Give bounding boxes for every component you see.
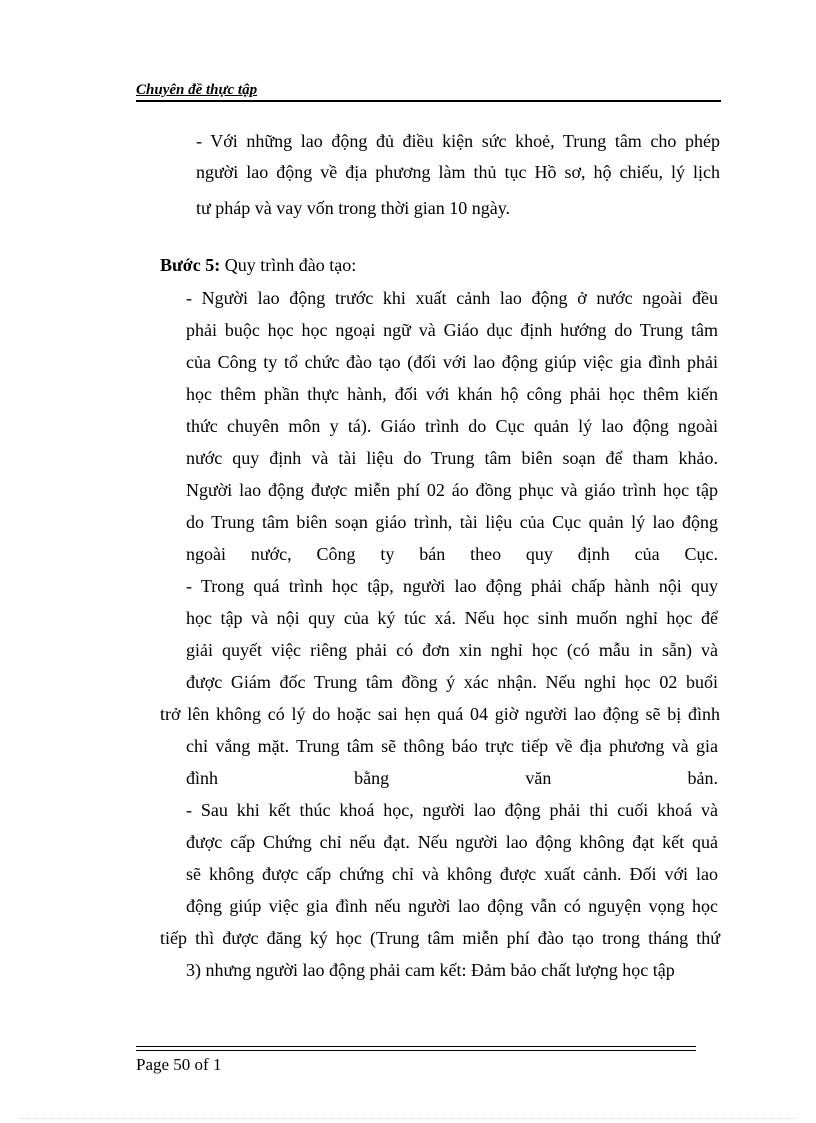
text-line: thức chuyên môn y tá). Giáo trình do Cục quản lý lao động ngoài <box>186 416 718 436</box>
page-edge-dotted-line <box>20 1118 796 1119</box>
footer-rule-bottom <box>136 1050 696 1051</box>
text-line: tiếp thì được đăng ký học (Trung tâm miễn phí đào tạo trong tháng thứ <box>160 928 720 948</box>
text-line: do Trung tâm biên soạn giáo trình, tài liệu của Cục quản lý lao động <box>186 512 718 532</box>
page-number: Page 50 of 1 <box>136 1055 222 1074</box>
text-line: được Giám đốc Trung tâm đồng ý xác nhận. Nếu nghỉ học 02 buổi <box>186 672 718 692</box>
text-line: được cấp Chứng chỉ nếu đạt. Nếu người lao động không đạt kết quả <box>186 832 718 852</box>
footer-rule-top <box>136 1046 696 1047</box>
text-line: người lao động về địa phương làm thủ tục Hồ sơ, hộ chiếu, lý lịch <box>196 162 720 182</box>
text-line: phải buộc học học ngoại ngữ và Giáo dục định hướng do Trung tâm <box>186 320 718 340</box>
step5-title: Quy trình đào tạo: <box>220 255 357 275</box>
text-line: chỉ vắng mặt. Trung tâm sẽ thông báo trực tiếp về địa phương và gia <box>186 736 718 756</box>
step5-heading <box>160 253 356 277</box>
header-title: Chuyên đề thực tập <box>136 82 258 98</box>
text-line: tư pháp và vay vốn trong thời gian 10 ngày. <box>196 198 511 218</box>
page-header <box>136 80 721 102</box>
text-line: - Sau khi kết thúc khoá học, người lao động phải thi cuối khoá và <box>186 800 718 820</box>
text-line: Người lao động được miễn phí 02 áo đồng phục và giáo trình học tập <box>186 480 718 500</box>
text-line: động giúp việc gia đình nếu người lao động vẫn có nguyện vọng học <box>186 896 718 916</box>
text-line: học thêm phần thực hành, đối với khán hộ công phải học thêm kiến <box>186 384 718 404</box>
text-line: đình bằng văn bản. <box>186 768 718 788</box>
text-line: nước quy định và tài liệu do Trung tâm biên soạn để tham khảo. <box>186 448 718 468</box>
text-line: của Công ty tổ chức đào tạo (đối với lao động giúp việc gia đình phải <box>186 352 718 372</box>
text-line: - Trong quá trình học tập, người lao động phải chấp hành nội quy <box>186 576 718 596</box>
text-line: trở lên không có lý do hoặc sai hẹn quá 04 giờ người lao động sẽ bị đình <box>160 704 720 724</box>
text-line: học tập và nội quy của ký túc xá. Nếu học sinh muốn nghỉ học để <box>186 608 718 628</box>
text-line: - Người lao động trước khi xuất cảnh lao động ở nước ngoài đều <box>186 288 718 308</box>
step5-label: Bước 5: <box>160 255 221 275</box>
text-line: ngoài nước, Công ty bán theo quy định của Cục. <box>186 544 718 564</box>
text-line: 3) nhưng người lao động phải cam kết: Đảm bảo chất lượng học tập <box>186 960 675 980</box>
text-line: - Với những lao động đủ điều kiện sức khoẻ, Trung tâm cho phép <box>196 131 720 151</box>
text-line: sẽ không được cấp chứng chỉ và không được xuất cảnh. Đối với lao <box>186 864 718 884</box>
text-line: giải quyết việc riêng phải có đơn xin nghỉ học (có mẫu in sẵn) và <box>186 640 718 660</box>
